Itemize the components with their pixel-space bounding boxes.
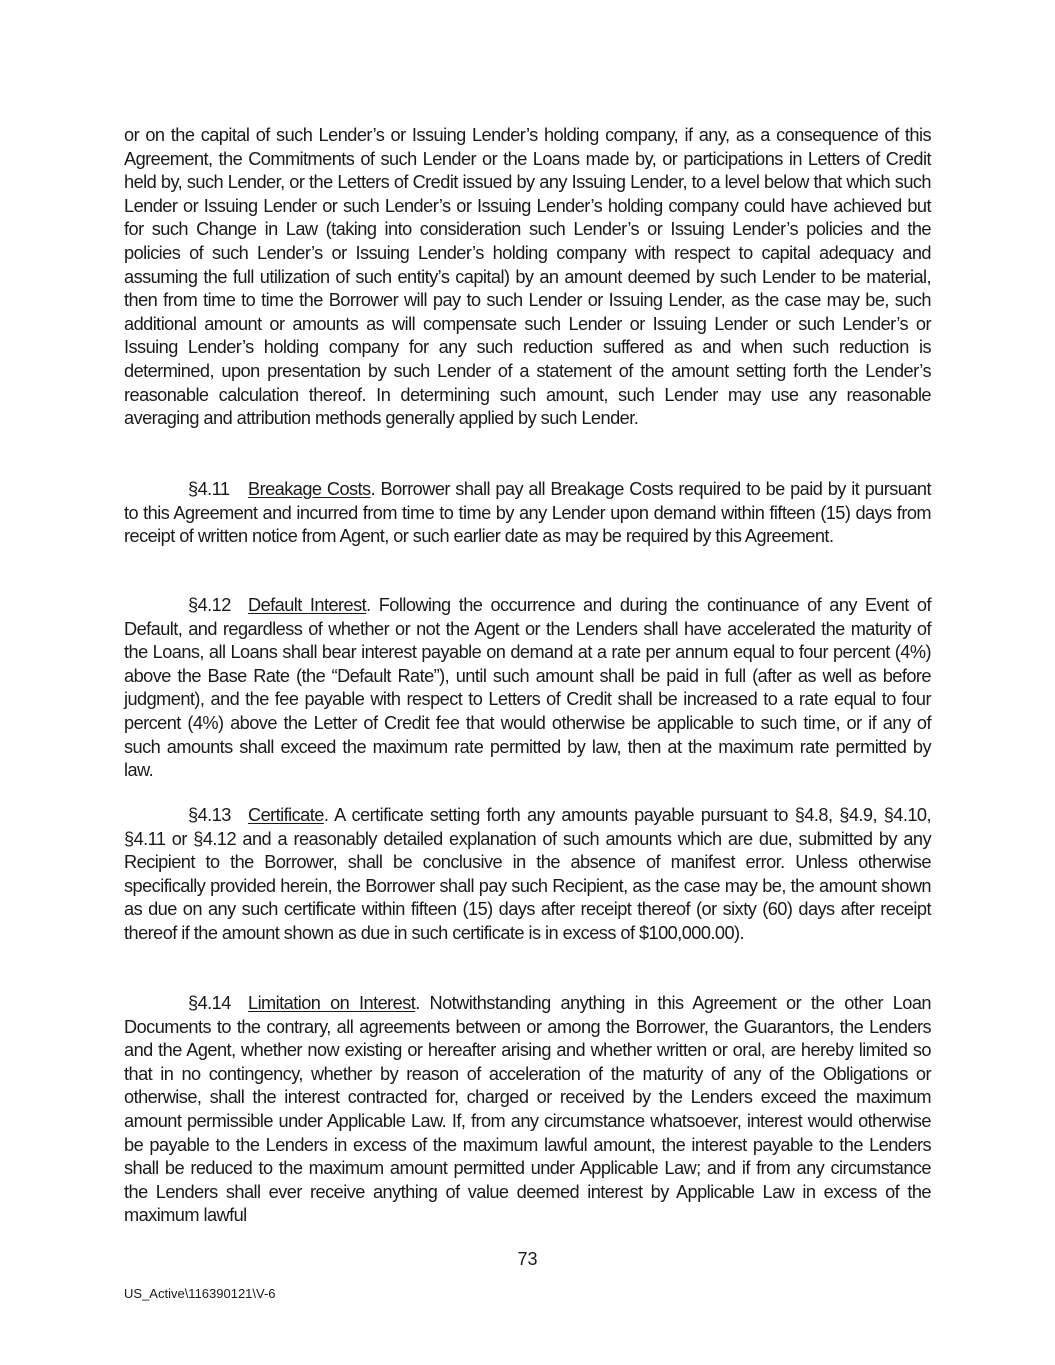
section-title: Limitation on Interest (248, 993, 416, 1013)
section-4-14 (124, 992, 931, 1228)
section-title: Breakage Costs (248, 479, 371, 499)
section-4-12 (124, 594, 931, 783)
section-number: §4.14 (188, 993, 231, 1013)
section-body: . Notwithstanding anything in this Agreement or the other Loan Documents to the contrary, all agreements between or among the Borrower, the Guarantors, the Lenders and the Agent, whether now existing or hereafter arising and whether written or oral, are hereby limited so that in no contingency, whether by reason of acceleration of the maturity of any of the Obligations or otherwise, shall the interest contracted for, charged or received by the Lenders exceed the maximum amount permissible under Applicable Law. If, from any circumstance whatsoever, interest would otherwise be payable to the Lenders in excess of the maximum lawful amount, the interest payable to the Lenders shall be reduced to the maximum amount permitted under Applicable Law; and if from any circumstance the Lenders shall ever receive anything of value deemed interest by Applicable Law in excess of the maximum lawful (124, 993, 931, 1226)
section-title: Certificate (248, 805, 324, 825)
section-body: . Following the occurrence and during the continuance of any Event of Default, and regardless of whether or not the Agent or the Lenders shall have accelerated the maturity of the Loans, all Loans shall bear interest payable on demand at a rate per annum equal to four percent (4%) above the Base Rate (the “Default Rate”), until such amount shall be paid in full (after as well as before judgment), and the fee payable with respect to Letters of Credit shall be increased to a rate equal to four percent (4%) above the Letter of Credit fee that would otherwise be applicable to such time, or if any of such amounts shall exceed the maximum rate permitted by law, then at the maximum rate permitted by law. (124, 595, 931, 781)
page-number: 73 (517, 1249, 538, 1269)
paragraph-text: or on the capital of such Lender’s or Issuing Lender’s holding company, if any, as a consequence of this Agreement, the Commitments of such Lender or the Loans made by, or participations in Letters of Credit held by, such Lender, or the Letters of Credit issued by any Issuing Lender, to a level below that which such Lender or Issuing Lender or such Lender’s or Issuing Lender’s holding company could have achieved but for such Change in Law (taking into consideration such Lender’s or Issuing Lender’s policies and the policies of such Lender’s or Issuing Lender’s holding company with respect to capital adequacy and assuming the full utilization of such entity’s capital) by an amount deemed by such Lender to be material, then from time to time the Borrower will pay to such Lender or Issuing Lender, as the case may be, such additional amount or amounts as will compensate such Lender or Issuing Lender or such Lender’s or Issuing Lender’s holding company for any such reduction suffered as and when such reduction is determined, upon presentation by such Lender of a statement of the amount setting forth the Lender’s reasonable calculation thereof. In determining such amount, such Lender may use any reasonable averaging and attribution methods generally applied by such Lender. (124, 125, 931, 429)
section-4-13 (124, 804, 931, 946)
section-body: . Borrower shall pay all Breakage Costs required to be paid by it pursuant to this Agreement and incurred from time to time by any Lender upon demand within fifteen (15) days from receipt of written notice from Agent, or such earlier date as may be required by this Agreement. (124, 479, 931, 547)
document-id-footer: US_Active\116390121\V-6 (124, 1286, 276, 1301)
continued-paragraph (124, 124, 931, 431)
section-number: §4.13 (188, 805, 231, 825)
section-body: . A certificate setting forth any amounts payable pursuant to §4.8, §4.9, §4.10, §4.11 or §4.12 and a reasonably detailed explanation of such amounts which are due, submitted by any Recipient to the Borrower, shall be conclusive in the absence of manifest error. Unless otherwise specifically provided herein, the Borrower shall pay such Recipient, as the case may be, the amount shown as due on any such certificate within fifteen (15) days after receipt thereof (or sixty (60) days after receipt thereof if the amount shown as due in such certificate is in excess of $100,000.00). (124, 805, 931, 943)
section-number: §4.12 (188, 595, 231, 615)
section-number: §4.11 (188, 479, 230, 499)
section-4-11 (124, 478, 931, 549)
section-title: Default Interest (248, 595, 367, 615)
